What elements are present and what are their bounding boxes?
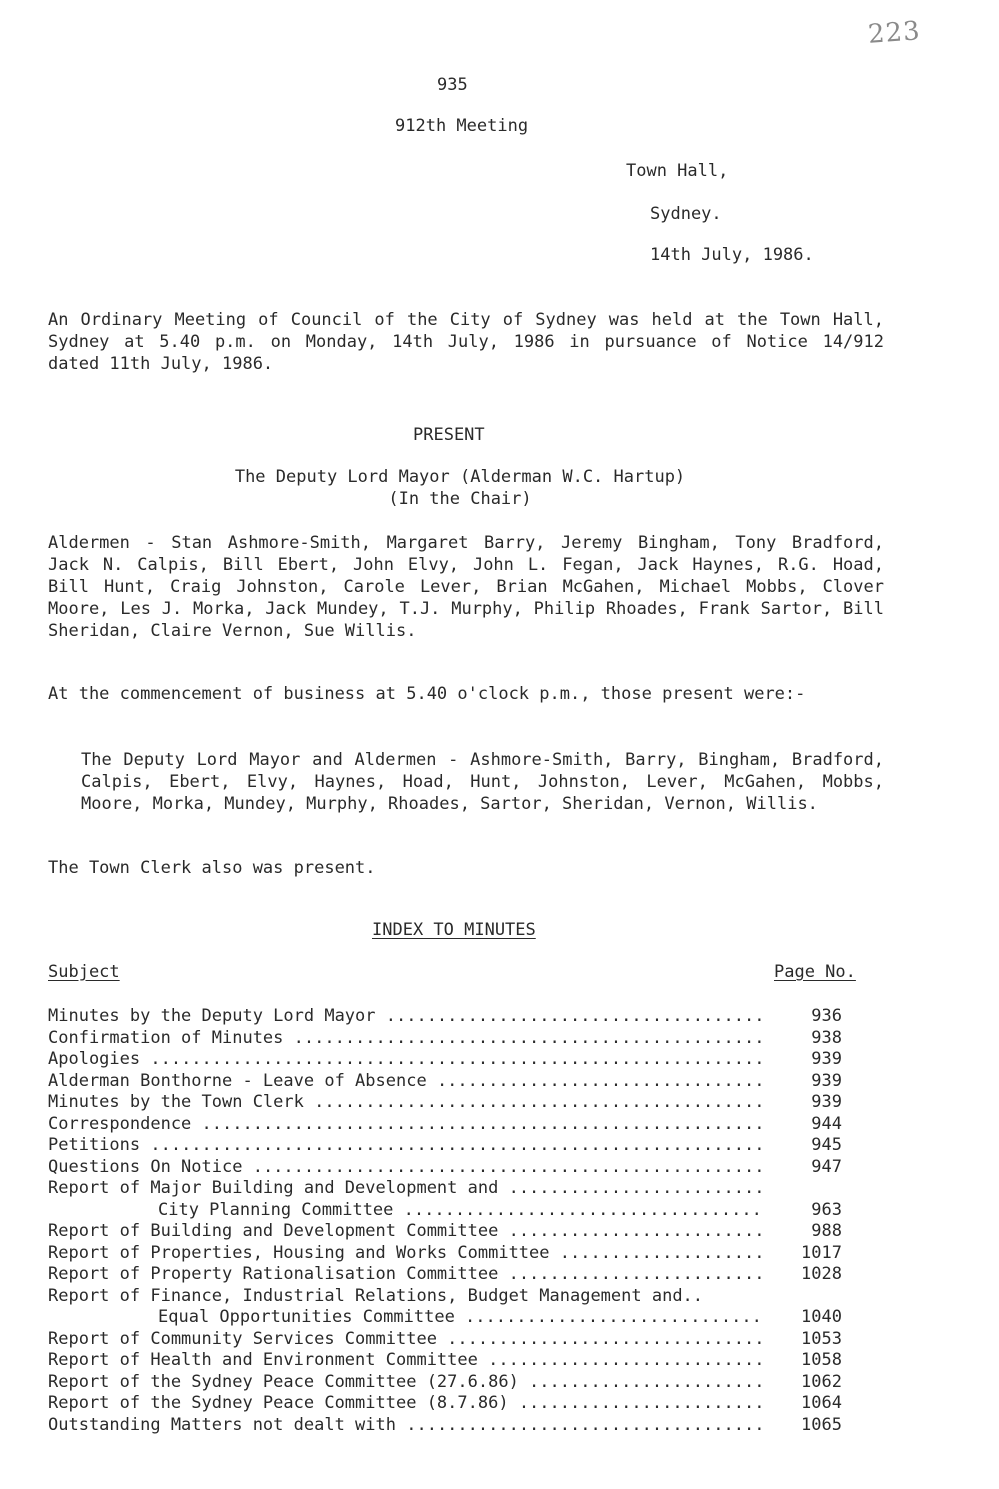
index-entry-page: 945 [811, 1135, 842, 1155]
index-entry-subject [48, 1243, 763, 1265]
index-entry-subject [48, 1071, 763, 1093]
index-entry-subject [48, 1415, 763, 1437]
index-entry-subject-text: Minutes by the Deputy Lord Mayor [48, 1006, 376, 1026]
index-entry-subject-text: Report of Property Rationalisation Committee [48, 1264, 499, 1284]
index-entry [48, 1415, 848, 1437]
index-entry-page: 1064 [801, 1393, 842, 1413]
index-entry-subject-text: Report of Finance, Industrial Relations, Budget Management and.. [48, 1285, 704, 1306]
dot-leader [427, 1071, 763, 1091]
dot-leader [242, 1157, 762, 1177]
index-entry-subject-text: Confirmation of Minutes [48, 1027, 284, 1048]
index-entry [48, 1264, 848, 1286]
index-entry [48, 1393, 848, 1415]
index-entry-subject-text: Petitions [48, 1135, 141, 1155]
index-entry-subject [48, 1092, 763, 1114]
index-entry-subject-text: City Planning Committee [158, 1199, 394, 1220]
handwritten-annotation: 223 [867, 16, 922, 50]
index-entry [48, 1350, 848, 1372]
index-entry-page: 947 [811, 1156, 842, 1177]
index-entry-subject-text: Report of Health and Environment Committee [48, 1350, 478, 1370]
index-entry-page: 1065 [801, 1414, 842, 1435]
index-list [48, 1006, 848, 1436]
dot-leader [437, 1329, 763, 1349]
index-entry-subject [48, 1135, 763, 1157]
index-entry-subject [48, 1114, 763, 1136]
index-entry-subject [48, 1329, 763, 1351]
dot-leader [550, 1243, 763, 1263]
index-entry-subject [48, 1200, 763, 1222]
index-page-header: Page No. [774, 962, 856, 982]
index-entry-subject [48, 1286, 763, 1308]
index-entry-subject [48, 1028, 763, 1050]
dot-leader [498, 1178, 762, 1198]
dot-leader [283, 1028, 762, 1048]
chair-line-1: The Deputy Lord Mayor (Alderman W.C. Hartup) [234, 467, 686, 487]
index-subject-header: Subject [48, 962, 120, 982]
index-entry [48, 1200, 848, 1222]
index-entry [48, 1221, 848, 1243]
index-entry-page: 936 [811, 1006, 842, 1026]
dot-leader [376, 1006, 763, 1026]
index-entry-subject-text: Alderman Bonthorne - Leave of Absence [48, 1070, 427, 1091]
meeting-title: 912th Meeting [395, 116, 529, 136]
dot-leader [393, 1200, 762, 1220]
dot-leader [455, 1307, 763, 1327]
index-entry-page: 1017 [801, 1242, 842, 1263]
index-entry-subject-text: Outstanding Matters not dealt with [48, 1414, 396, 1435]
index-entry-page: 963 [811, 1199, 842, 1220]
index-entry [48, 1178, 848, 1200]
index-entry-subject-text: Correspondence [48, 1113, 192, 1134]
index-entry [48, 1135, 848, 1157]
index-entry-subject [48, 1049, 763, 1071]
index-entry [48, 1307, 848, 1329]
index-entry-subject-text: Report of the Sydney Peace Committee (27.6.86) [48, 1371, 519, 1392]
dot-leader [509, 1393, 763, 1413]
meeting-date: 14th July, 1986. [650, 245, 814, 265]
index-entry-page: 944 [811, 1113, 842, 1134]
page-number: 935 [437, 75, 468, 95]
town-clerk-line: The Town Clerk also was present. [48, 858, 376, 878]
index-entry-subject [48, 1264, 763, 1286]
index-entry-subject [48, 1178, 763, 1200]
dot-leader [478, 1350, 763, 1370]
index-entry-subject [48, 1157, 763, 1179]
index-entry [48, 1157, 848, 1179]
address-line-2: Sydney. [650, 204, 722, 224]
index-entry [48, 1243, 848, 1265]
index-entry-subject-text: Apologies [48, 1049, 141, 1069]
index-entry [48, 1006, 848, 1028]
index-entry-subject-text: Report of Building and Development Committee [48, 1221, 499, 1241]
index-entry-page [763, 1286, 848, 1308]
index-entry-subject-text: Equal Opportunities Committee [158, 1307, 455, 1327]
index-entry-page: 939 [811, 1049, 842, 1069]
index-entry [48, 1071, 848, 1093]
index-entry-page: 939 [811, 1070, 842, 1091]
index-entry-page: 1028 [801, 1264, 842, 1284]
index-entry-page [763, 1178, 848, 1200]
index-heading: INDEX TO MINUTES [372, 920, 536, 940]
index-entry-page: 1040 [801, 1307, 842, 1327]
index-entry-page: 938 [811, 1027, 842, 1048]
index-entry-subject [48, 1221, 763, 1243]
dot-leader [140, 1135, 762, 1155]
dot-leader [519, 1372, 763, 1392]
index-entry [48, 1114, 848, 1136]
index-entry-subject-text: Report of the Sydney Peace Committee (8.7.86) [48, 1393, 509, 1413]
index-entry-subject [48, 1307, 763, 1329]
index-entry [48, 1286, 848, 1308]
dot-leader [140, 1049, 762, 1069]
index-entry-page: 939 [811, 1092, 842, 1112]
index-entry-subject-text: Questions On Notice [48, 1156, 243, 1177]
index-entry [48, 1329, 848, 1351]
dot-leader [498, 1264, 762, 1284]
index-entry [48, 1028, 848, 1050]
index-entry-page: 1053 [801, 1328, 842, 1349]
index-entry-subject-text: Report of Properties, Housing and Works Committee [48, 1242, 550, 1263]
index-entry [48, 1372, 848, 1394]
dot-leader [396, 1415, 763, 1435]
index-entry-page: 1058 [801, 1350, 842, 1370]
index-entry [48, 1049, 848, 1071]
dot-leader [191, 1114, 762, 1134]
index-entry-page: 1062 [801, 1371, 842, 1392]
index-entry-subject-text: Report of Major Building and Development and [48, 1178, 499, 1198]
dot-leader [498, 1221, 762, 1241]
commencement-paragraph: At the commencement of business at 5.40 o'clock p.m., those present were:- [48, 684, 806, 704]
index-entry-subject [48, 1393, 763, 1415]
present-list-paragraph: The Deputy Lord Mayor and Aldermen - Ashmore-Smith, Barry, Bingham, Bradford, Calpis, Ebert, Elvy, Haynes, Hoad, Hunt, Johnston, Lever, McGahen, Mobbs, Moore, Morka, Mundey, Murphy, Rhoades, Sartor, Sheridan, Vernon, Willis. [81, 750, 884, 814]
intro-paragraph: An Ordinary Meeting of Council of the City of Sydney was held at the Town Hall, Sydney at 5.40 p.m. on Monday, 14th July, 1986 in pursuance of Notice 14/912 dated 11th July, 1986. [48, 310, 884, 374]
index-entry-page: 988 [811, 1221, 842, 1241]
chair-line-2: (In the Chair) [388, 489, 532, 509]
dot-leader [304, 1092, 763, 1112]
index-entry-subject [48, 1372, 763, 1394]
address-line-1: Town Hall, [626, 161, 729, 181]
present-heading: PRESENT [413, 425, 485, 445]
index-entry [48, 1092, 848, 1114]
index-entry-subject [48, 1350, 763, 1372]
index-entry-subject [48, 1006, 763, 1028]
index-entry-subject-text: Report of Community Services Committee [48, 1328, 437, 1349]
aldermen-paragraph: Aldermen - Stan Ashmore-Smith, Margaret Barry, Jeremy Bingham, Tony Bradford, Jack N. Calpis, Bill Ebert, John Elvy, John L. Fegan, Jack Haynes, R.G. Hoad, Bill Hunt, Craig Johnston, Carole Lever, Brian McGahen, Michael Mobbs, Clover Moore, Les J. Morka, Jack Mundey, T.J. Murphy, Philip Rhoades, Frank Sartor, Bill Sheridan, Claire Vernon, Sue Willis. [48, 533, 884, 641]
index-entry-subject-text: Minutes by the Town Clerk [48, 1092, 304, 1112]
